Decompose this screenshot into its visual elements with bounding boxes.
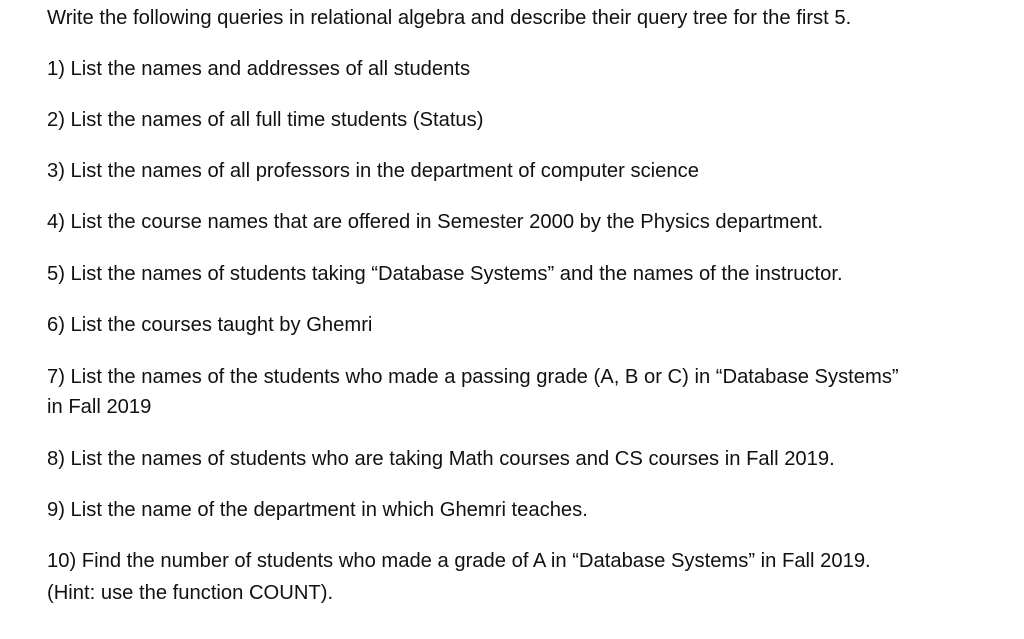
question-1: 1) List the names and addresses of all students — [47, 58, 471, 80]
question-2: 2) List the names of all full time students (Status) — [47, 109, 484, 131]
question-3: 3) List the names of all professors in the department of computer science — [47, 160, 699, 182]
question-4: 4) List the course names that are offered in Semester 2000 by the Physics department. — [47, 211, 824, 233]
intro-text: Write the following queries in relational algebra and describe their query tree for the first 5. — [47, 7, 852, 29]
question-6: 6) List the courses taught by Ghemri — [47, 314, 373, 336]
question-7-line-1: 7) List the names of the students who made a passing grade (A, B or C) in “Database Systems” — [47, 366, 899, 388]
question-9: 9) List the name of the department in which Ghemri teaches. — [47, 499, 588, 521]
question-5: 5) List the names of students taking “Database Systems” and the names of the instructor. — [47, 263, 843, 285]
question-10-line-1: 10) Find the number of students who made a grade of A in “Database Systems” in Fall 2019. — [47, 550, 871, 572]
question-8: 8) List the names of students who are taking Math courses and CS courses in Fall 2019. — [47, 448, 835, 470]
question-7-line-2: in Fall 2019 — [47, 396, 152, 418]
question-10-line-2: (Hint: use the function COUNT). — [47, 582, 334, 604]
